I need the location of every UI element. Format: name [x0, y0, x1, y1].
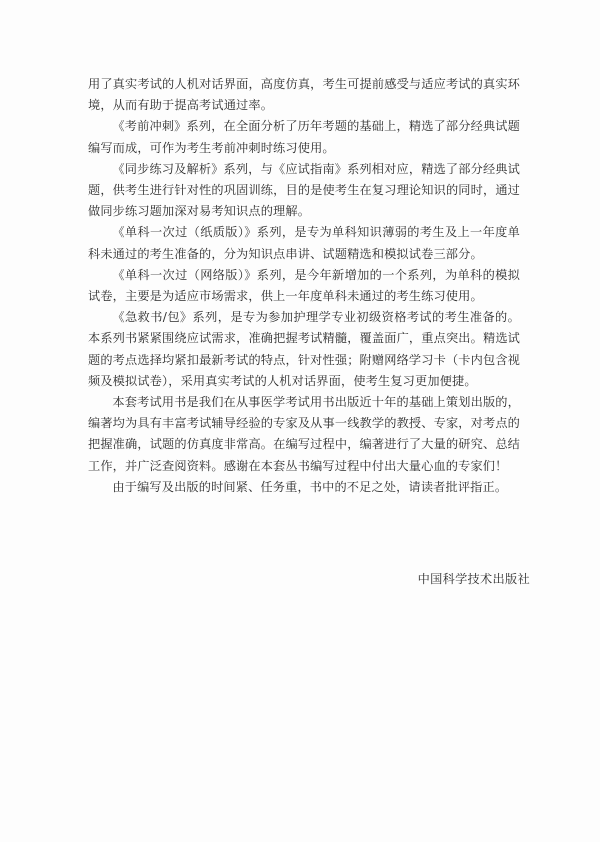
- paragraph-sync-practice-series: 《同步练习及解析》系列，与《应试指南》系列相对应，精选了部分经典试题，供考生进行针对性的巩固训练，目的是使考生在复习理论知识的同时，通过做同步练习题加深对易考知识点的理解。: [88, 161, 520, 219]
- paragraph-emergency-pack-series: 《急救书/包》系列，是专为参加护理学专业初级资格考试的考生准备的。本系列书紧紧围绕应试需求，准确把握考试精髓，覆盖面广，重点突出。精选试题的考点选择均紧扣最新考试的特点，针对性强；附赠网络学习卡（卡内包含视频及模拟试卷），采用真实考试的人机对话界面，使考生复习更加便捷。: [88, 310, 520, 388]
- body-text: [88, 74, 520, 498]
- paragraph-sprint-series: 《考前冲刺》系列，在全面分析了历年考题的基础上，精选了部分经典试题编写而成，可作为考生考前冲刺时练习使用。: [88, 119, 520, 155]
- paragraph-book-set-intro: 本套考试用书是我们在从事医学考试用书出版近十年的基础上策划出版的，编著均为具有丰富考试辅导经验的专家及从事一线教学的教授、专家，对考点的把握准确，试题的仿真度非常高。在编写过程中，编著进行了大量的研究、总结工作，并广泛查阅资料。感谢在本套丛书编写过程中付出大量心血的专家们！: [88, 395, 520, 473]
- paragraph-single-subject-online-series: 《单科一次过（网络版）》系列，是今年新增加的一个系列，为单科的模拟试卷，主要是为适应市场需求，供上一年度单科未通过的考生练习使用。: [88, 267, 520, 304]
- paragraph-single-subject-paper-series: 《单科一次过（纸质版）》系列，是专为单科知识薄弱的考生及上一年度单科未通过的考生准备的，分为知识点串讲、试题精选和模拟试卷三部分。: [88, 225, 520, 261]
- publisher-signature: 中国科学技术出版社: [417, 572, 530, 586]
- paragraph-closing-note: 由于编写及出版的时间紧、任务重，书中的不足之处，请读者批评指正。: [112, 479, 508, 494]
- paragraph-continuation: 用了真实考试的人机对话界面，高度仿真，考生可提前感受与适应考试的真实环境，从而有助于提高考试通过率。: [88, 77, 520, 113]
